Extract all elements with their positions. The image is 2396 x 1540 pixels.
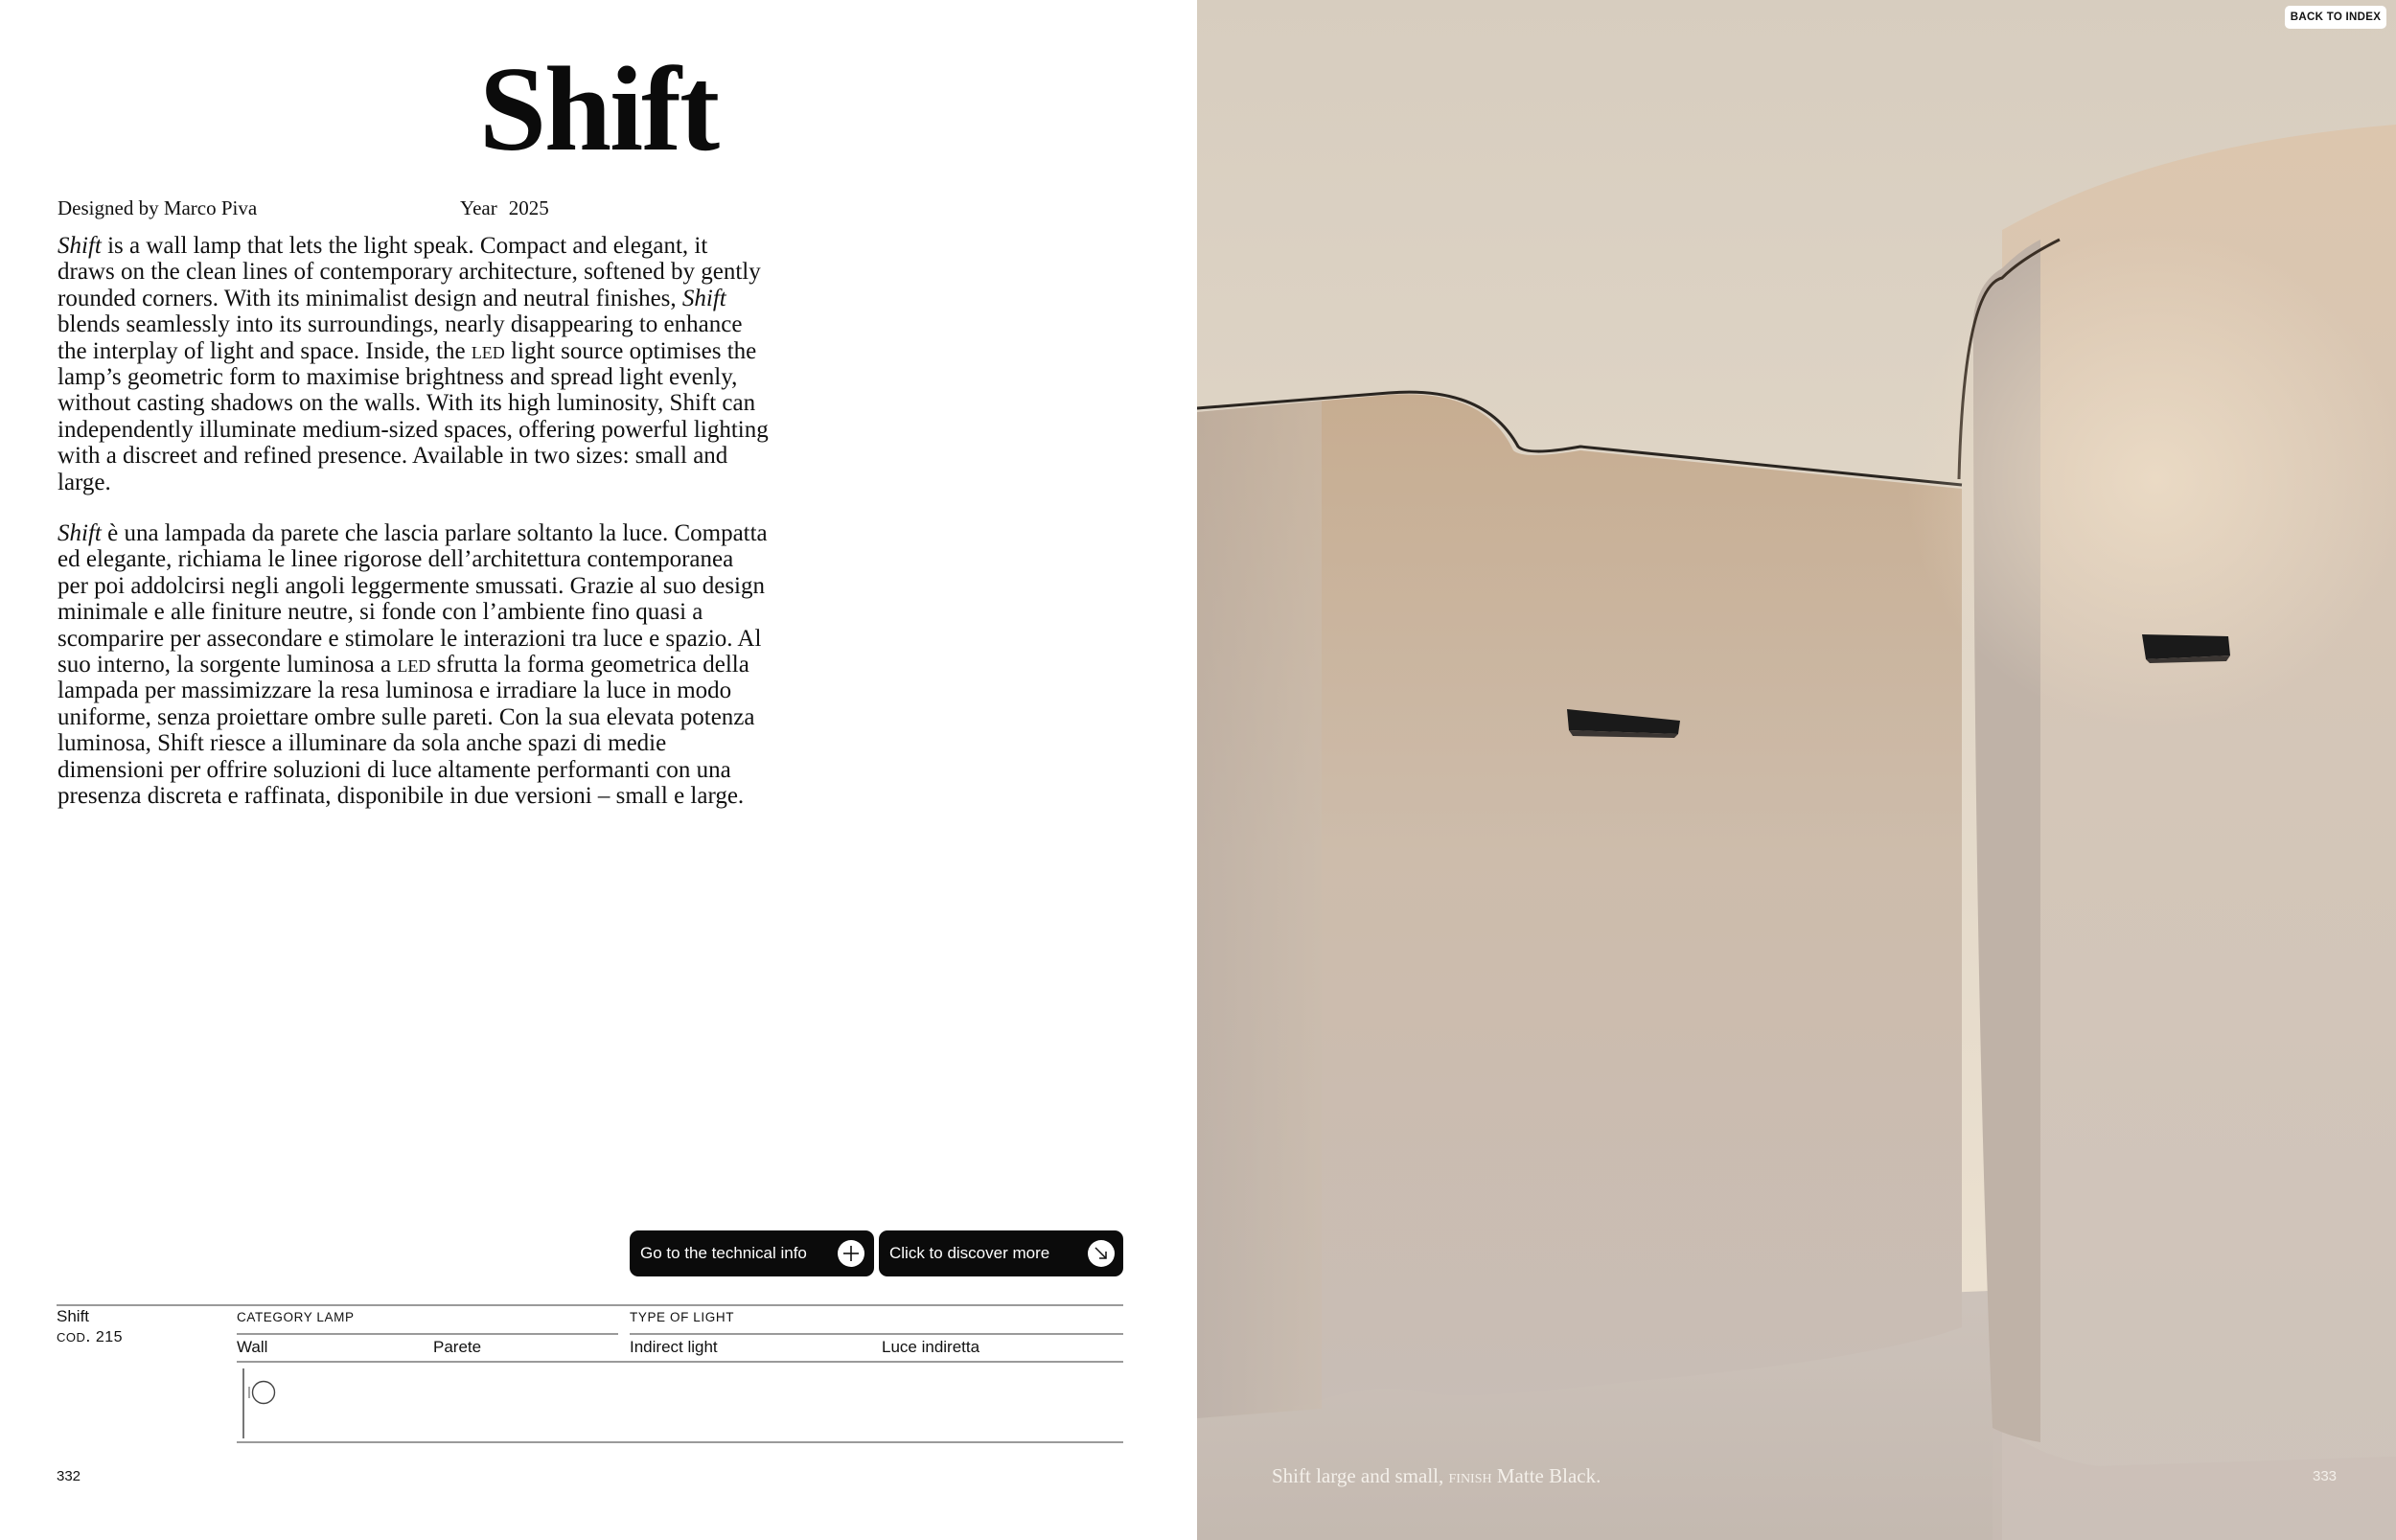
year-value: 2025 bbox=[508, 196, 549, 219]
product-name-italic: Shift bbox=[58, 233, 102, 259]
table-top-rule bbox=[57, 1304, 1123, 1306]
page-number-right: 333 bbox=[2313, 1468, 2338, 1484]
wall-diagram-line bbox=[242, 1368, 244, 1438]
year-line bbox=[460, 195, 549, 220]
light-type-header: TYPE OF LIGHT bbox=[630, 1310, 735, 1324]
product-photo bbox=[1197, 0, 2396, 1540]
spec-product-code: cod. 215 bbox=[57, 1326, 124, 1345]
category-italian: Parete bbox=[433, 1338, 482, 1356]
interior-scene bbox=[1197, 0, 2396, 1540]
category-header-rule bbox=[237, 1333, 618, 1335]
table-row-rule bbox=[237, 1361, 1123, 1363]
product-name-italic: Shift bbox=[58, 520, 102, 546]
description-english: Shift is a wall lamp that lets the light speak. Compact and elegant, it draws on the clean lines of contemporary architecture, softened by gently rounded corners. With its minimalist design and neutral finishes, Shift blends seamlessly into its surroundings, nearly disappearing to enhance the interplay of light and space. Inside, the led light source optimises the lamp’s geometric form to maximise brightness and spread light evenly, without casting shadows on the walls. With its high luminosity, Shift can independently illuminate medium-sized spaces, offering powerful lighting with a discreet and refined presence. Available in two sizes: small and large. bbox=[58, 233, 769, 495]
discover-more-button[interactable] bbox=[879, 1230, 1123, 1276]
back-to-index-button[interactable]: BACK TO INDEX bbox=[2285, 6, 2386, 29]
table-bottom-rule bbox=[237, 1441, 1123, 1443]
light-header-rule bbox=[630, 1333, 1123, 1335]
technical-info-button[interactable] bbox=[630, 1230, 874, 1276]
description-italian: Shift è una lampada da parete che lascia parlare soltanto la luce. Compatta ed elegante, richiama le linee rigorose dell’architettura contemporanea per poi addolcirsi negli angoli leggermente smussati. Grazie al suo design minimale e alle finiture neutre, si fonde con l’ambiente fino quasi a scomparire per assecondare e stimolare le interazioni tra luce e spazio. Al suo interno, la sorgente luminosa a led sfrutta la forma geometrica della lampada per massimizzare la resa luminosa e irradiare la luce in modo uniforme, senza proiettare ombre sulle pareti. Con la sua elevata potenza luminosa, Shift riesce a illuminare da sola anche spazi di medie dimensioni per offrire soluzioni di luce altamente performanti con una presenza discreta e raffinata, disponibile in due versioni – small e large. bbox=[58, 520, 768, 810]
wall-lamp-right bbox=[2142, 634, 2230, 663]
wall-lamp-icon bbox=[247, 1378, 280, 1412]
arrow-down-right-icon bbox=[1088, 1240, 1115, 1267]
plus-icon bbox=[838, 1240, 864, 1267]
light-type-english: Indirect light bbox=[630, 1338, 718, 1356]
category-header: CATEGORY LAMP bbox=[237, 1310, 355, 1324]
product-title: Shift bbox=[478, 43, 719, 176]
left-page bbox=[0, 0, 1197, 1540]
discover-more-label: Click to discover more bbox=[889, 1244, 1050, 1262]
category-english: Wall bbox=[237, 1338, 268, 1356]
designer-line: Designed by Marco Piva bbox=[58, 196, 258, 219]
year-label: Year bbox=[460, 196, 497, 219]
light-type-italian: Luce indiretta bbox=[882, 1338, 980, 1356]
product-name-italic: Shift bbox=[681, 285, 726, 311]
spec-product-name: Shift bbox=[57, 1307, 90, 1325]
technical-info-label: Go to the technical info bbox=[640, 1244, 807, 1262]
photo-caption: Shift large and small, finish Matte Black. bbox=[1272, 1464, 1601, 1487]
page-number-left: 332 bbox=[57, 1468, 81, 1484]
